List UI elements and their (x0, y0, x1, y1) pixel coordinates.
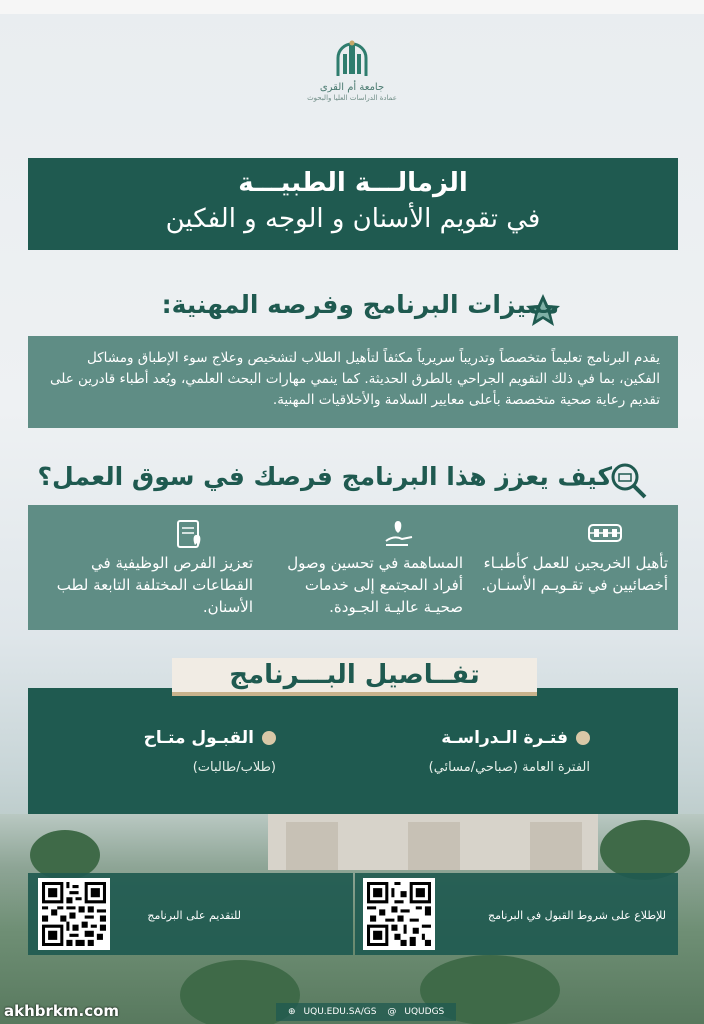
qr-code-icon (367, 882, 431, 946)
top-strip (0, 0, 704, 14)
footer-handle[interactable]: UQUDGS (404, 1007, 445, 1017)
benefit-item (53, 517, 253, 618)
features-description: يقدم البرنامج تعليماً متخصصاً وتدريباً سريرياً مكثفاً لتأهيل الطلاب لتشخيص وعلاج سوء الإطباق ومشاكل الفكين، بما في ذلك التقويم الجراحي بالطرق الحديثة. كما ينمي مهارات البحث العلمي، ويُعد أطباء قادرين على تقديم رعاية صحية متخصصة بأعلى معايير السلامة والأخلاقيات المهنية. (28, 336, 678, 428)
title-line2: في تقويم الأسنان و الوجه و الفكين (165, 204, 541, 234)
university-logo (302, 40, 402, 110)
university-emblem-icon (332, 40, 372, 78)
benefits-panel (28, 505, 678, 630)
detail-label: فتـرة الـدراسـة (441, 728, 568, 748)
apply-qr-code[interactable] (38, 878, 110, 950)
admission-terms-qr-code[interactable] (363, 878, 435, 950)
admission-terms-qr-panel[interactable] (355, 873, 678, 955)
footer-site[interactable]: UQU.EDU.SA/GS (303, 1007, 377, 1017)
search-icon (608, 460, 648, 500)
detail-admission (144, 728, 276, 775)
details-heading: تفــاصيل البـــرنامج (172, 658, 537, 696)
detail-value: الفترة العامة (صباحي/مسائي) (428, 760, 590, 775)
title-line1: الزمالـــة الطبيـــة (238, 168, 468, 198)
clipboard-tooth-icon (172, 517, 208, 549)
benefit-text: المساهمة في تحسين وصول أفراد المجتمع إلى خدمات صحيـة عاليـة الجـودة. (287, 554, 463, 616)
details-panel (28, 688, 678, 814)
apply-qr-panel[interactable] (28, 873, 353, 955)
campus-building (268, 812, 598, 870)
watermark: akhbrkm.com (4, 1002, 120, 1020)
at-icon: @ (387, 1007, 397, 1017)
bullet-dot (262, 731, 276, 745)
bullet-dot (576, 731, 590, 745)
benefit-text: تأهيل الخريجين للعمل كأطبـاء أخصائيين في تقـويـم الأسنـان. (481, 554, 668, 594)
benefit-text: تعزيز الفرص الوظيفية في القطاعات المختلفة التابعة لطب الأسنان. (56, 554, 253, 616)
logo-name: جامعة أم القرى (319, 82, 385, 93)
footer-links (276, 1003, 456, 1021)
benefit-item (468, 517, 668, 597)
title-banner (28, 158, 678, 250)
detail-value: (طلاب/طالبات) (192, 760, 276, 775)
detail-study-period (429, 728, 590, 775)
qr-code-icon (42, 882, 106, 946)
features-heading: مميزات البرنامج وفرصه المهنية: (161, 290, 559, 319)
benefits-heading: كيف يعزز هذا البرنامج فرصك في سوق العمل؟ (37, 462, 612, 491)
tree (600, 820, 690, 880)
helping-hand-icon (382, 517, 418, 549)
globe-icon: ⊕ (288, 1007, 296, 1017)
benefit-item (263, 517, 463, 618)
detail-label: القبـول متـاح (143, 728, 254, 748)
admission-terms-caption: للإطلاع على شروط القبول في البرنامج (487, 909, 666, 922)
apply-caption: للتقديم على البرنامج (147, 909, 241, 922)
braces-icon (587, 517, 623, 549)
logo-subname: عمادة الدراسات العليا والبحوث (307, 94, 397, 102)
